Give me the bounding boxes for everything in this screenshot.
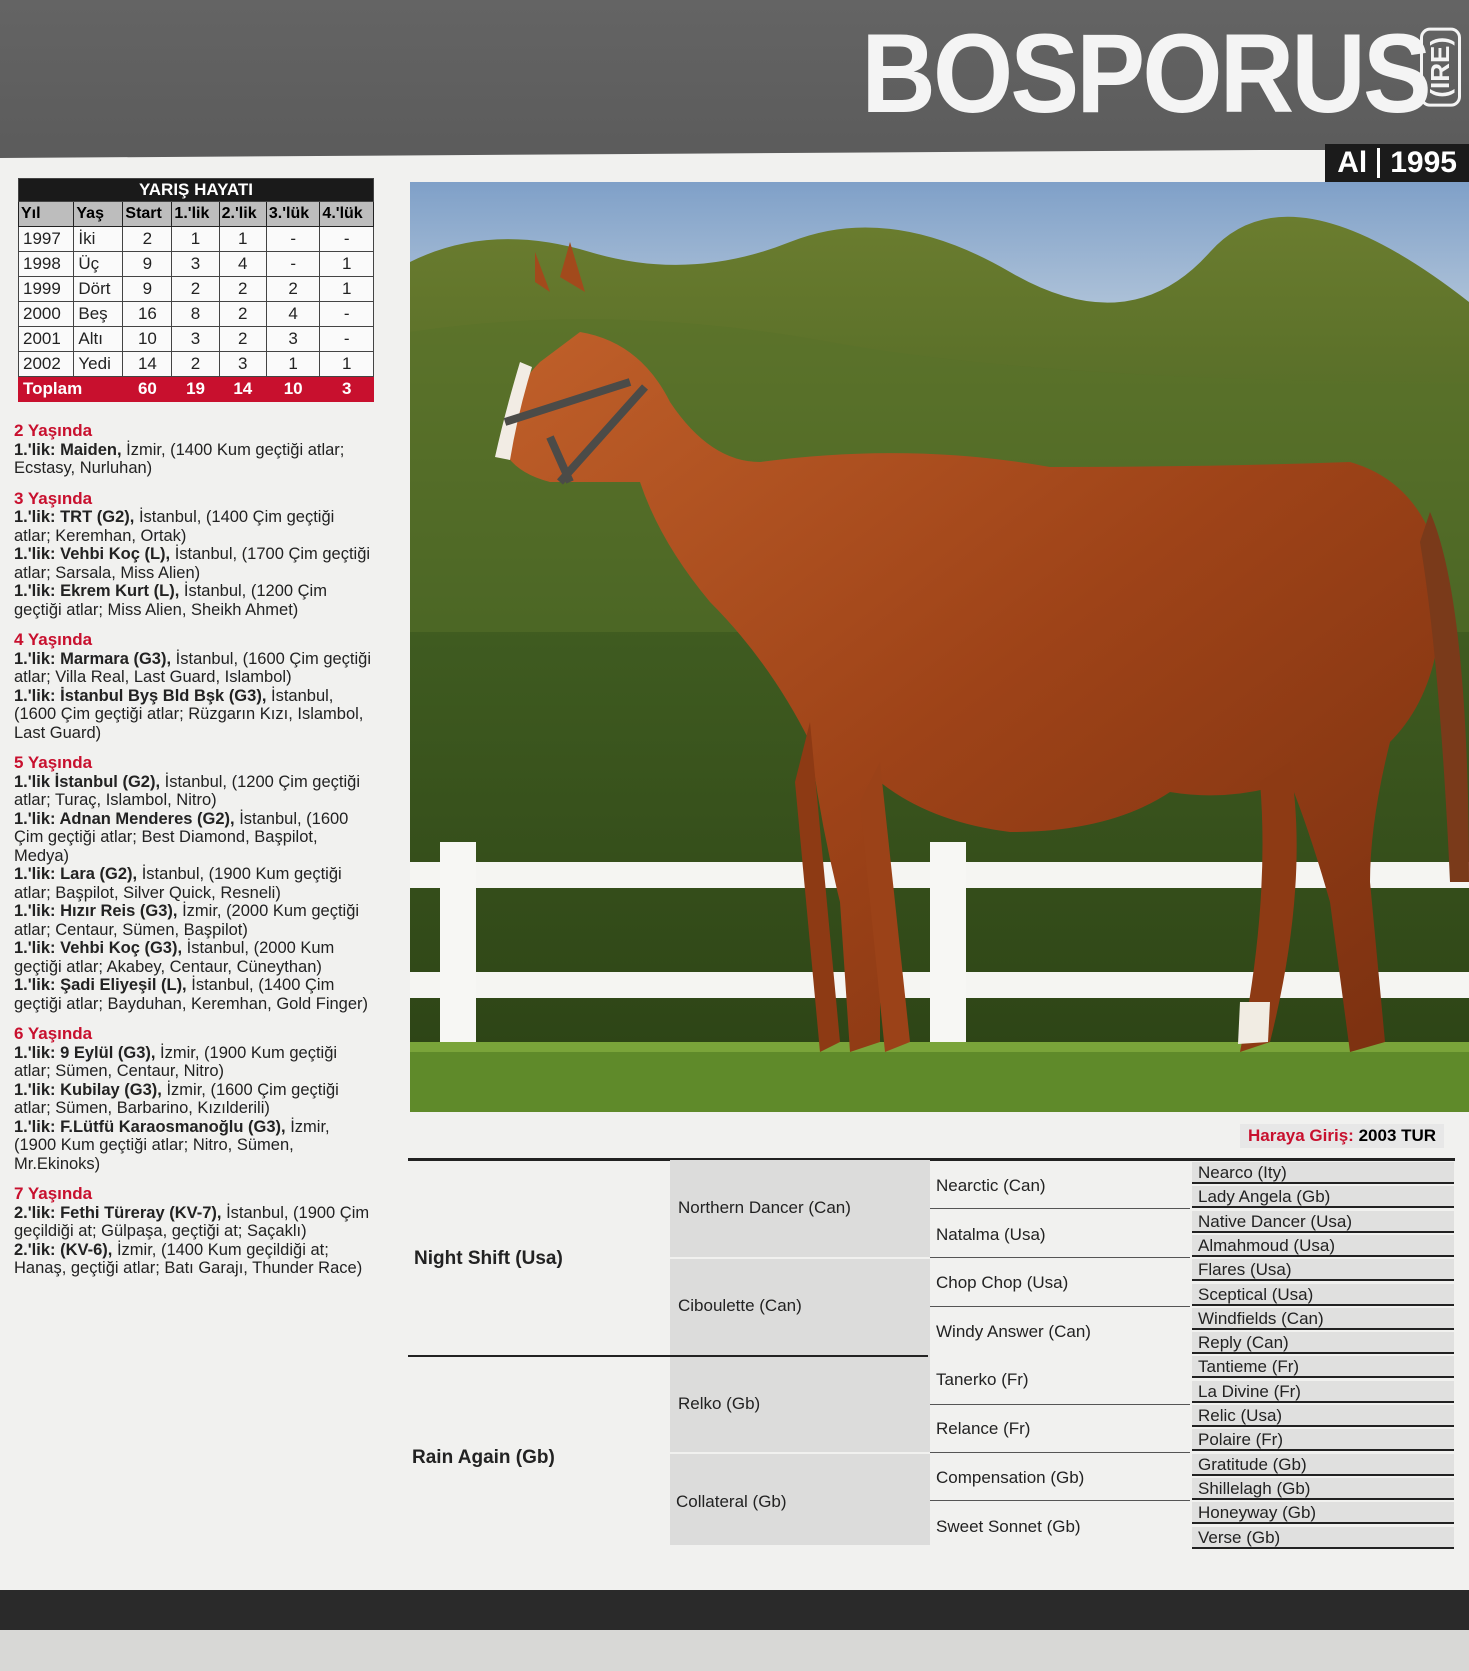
- horse-name-title: BOSPORUS: [861, 11, 1429, 136]
- race-table-cell: 1997: [19, 227, 74, 252]
- pedigree-gen4: Flares (Usa): [1192, 1259, 1454, 1281]
- race-table-cell: 9: [123, 277, 172, 302]
- race-table-cell: 2: [219, 327, 266, 352]
- race-table-cell: 1998: [19, 252, 74, 277]
- pedigree-gen4: Honeyway (Gb): [1192, 1502, 1454, 1524]
- race-table-row: [19, 277, 374, 302]
- race-table-cell: 2: [266, 277, 320, 302]
- col-header: 1.'lik: [172, 202, 219, 227]
- history-entry-detail: İzmir, (1400 Kum geçildiği at; Hanaş, geçtiği atlar; Batı Garajı, Thunder Race): [14, 1240, 363, 1277]
- pedigree-gen2: Ciboulette (Can): [678, 1296, 802, 1315]
- race-table-cell: 1: [266, 352, 320, 377]
- history-entry: [14, 976, 374, 1013]
- pedigree-gen3: Nearctic (Can): [936, 1176, 1046, 1195]
- race-table-cell: Beş: [74, 302, 123, 327]
- race-table-row: [19, 302, 374, 327]
- gen3-rule: [930, 1500, 1190, 1501]
- race-table-cell: 16: [123, 302, 172, 327]
- history-entry-race: 2.'lik: Fethi Türeray (KV-7),: [14, 1203, 222, 1222]
- race-table-cell: -: [320, 227, 374, 252]
- pedigree-gen4: Polaire (Fr): [1192, 1429, 1454, 1451]
- pedigree-gen4: Native Dancer (Usa): [1192, 1211, 1454, 1233]
- race-table-cell: 3: [266, 327, 320, 352]
- race-table-total-row: [19, 377, 374, 402]
- race-table-cell: 1: [219, 227, 266, 252]
- race-table-cell: 10: [123, 327, 172, 352]
- history-entry-detail: İstanbul, (1900 Kum geçtiği atlar; Başpilot, Silver Quick, Resneli): [14, 865, 342, 902]
- pedigree-gen3: Windy Answer (Can): [936, 1322, 1091, 1341]
- pedigree-gen3: Natalma (Usa): [936, 1225, 1046, 1244]
- history-entry-race: 1.'lik: 9 Eylül (G3),: [14, 1043, 156, 1062]
- pedigree-gen4: Verse (Gb): [1192, 1527, 1454, 1549]
- race-table-cell: 4: [219, 252, 266, 277]
- history-entry-race: 1.'lik: İstanbul Byş Bld Bşk (G3),: [14, 686, 267, 705]
- history-entry-detail: İstanbul, (1600 Çim geçtiği atlar; Best Diamond, Başpilot, Medya): [14, 809, 349, 865]
- pedigree-gen3: Sweet Sonnet (Gb): [936, 1517, 1081, 1536]
- history-entry: [14, 1118, 374, 1174]
- total-cell: 10: [266, 377, 320, 402]
- bottom-band: [0, 1590, 1469, 1630]
- history-entry-detail: İstanbul, (1600 Çim geçtiği atlar; Villa Real, Last Guard, Islambol): [14, 649, 372, 686]
- total-cell: 19: [172, 377, 219, 402]
- history-entry: [14, 508, 374, 545]
- pedigree-gen2: Northern Dancer (Can): [678, 1198, 851, 1217]
- history-entry-race: 1.'lik: Marmara (G3),: [14, 649, 172, 668]
- history-entry-race: 1.'lik: Hızır Reis (G3),: [14, 902, 178, 920]
- history-year-label: 6 Yaşında: [14, 1024, 93, 1043]
- history-entry-detail: İzmir, (1900 Kum geçtiği atlar; Nitro, Sümen, Mr.Ekinoks): [14, 1117, 330, 1173]
- race-table-cell: 1: [172, 227, 219, 252]
- history-entry: [14, 1241, 374, 1278]
- history-entry-detail: İstanbul, (2000 Kum geçtiği atlar; Akabey, Centaur, Cüneythan): [14, 939, 335, 976]
- total-cell: 3: [320, 377, 374, 402]
- history-entry-race: 1.'lik: Kubilay (G3),: [14, 1080, 162, 1099]
- total-label: Toplam: [19, 377, 123, 402]
- race-table-cell: -: [266, 252, 320, 277]
- origin-suffix: (IRE): [1420, 28, 1461, 107]
- history-entry-race: 1.'lik: F.Lütfü Karaosmanoğlu (G3),: [14, 1117, 286, 1136]
- pedigree-mid-rule: [408, 1355, 928, 1357]
- pedigree-dam: Rain Again (Gb): [412, 1447, 555, 1468]
- birth-year: 1995: [1390, 146, 1457, 179]
- stud-entry-caption: Haraya Giriş:: [1248, 1126, 1354, 1145]
- race-table-cell: Dört: [74, 277, 123, 302]
- pedigree-gen3: Compensation (Gb): [936, 1468, 1085, 1487]
- history-year-label: 4 Yaşında: [14, 630, 93, 649]
- pedigree-divider: [670, 1257, 930, 1259]
- history-entry: [14, 810, 374, 866]
- pedigree-top-rule: [408, 1158, 1455, 1161]
- gen3-rule: [930, 1257, 1190, 1258]
- history-entry-detail: İstanbul, (1200 Çim geçtiği atlar; Turaç, Islambol, Nitro): [14, 772, 360, 809]
- pedigree-gen3: Relance (Fr): [936, 1419, 1031, 1438]
- race-table-cell: 3: [172, 327, 219, 352]
- badge-separator: [1377, 148, 1380, 178]
- race-table-cell: 9: [123, 252, 172, 277]
- history-entry-detail: İzmir, (1400 Kum geçtiği atlar; Ecstasy, Nurluhan): [14, 440, 345, 477]
- race-table-cell: 2002: [19, 352, 74, 377]
- race-record-table: [18, 178, 374, 402]
- race-table-cell: 1: [320, 277, 374, 302]
- race-table-row: [19, 252, 374, 277]
- history-entry-detail: İstanbul, (1400 Çim geçtiği atlar; Keremhan, Ortak): [14, 508, 335, 545]
- pedigree-gen4: Lady Angela (Gb): [1192, 1186, 1454, 1208]
- gen3-rule: [930, 1404, 1190, 1405]
- history-year-label: 5 Yaşında: [14, 753, 93, 772]
- race-table-cell: -: [320, 302, 374, 327]
- pedigree-gen3: Chop Chop (Usa): [936, 1273, 1069, 1292]
- race-table-cell: 1999: [19, 277, 74, 302]
- gen3-rule: [930, 1306, 1190, 1307]
- history-entry-detail: İstanbul, (1200 Çim geçtiği atlar; Miss Alien, Sheikh Ahmet): [14, 582, 327, 619]
- pedigree-gen4: Sceptical (Usa): [1192, 1284, 1454, 1306]
- pedigree-gen2: Relko (Gb): [678, 1394, 761, 1413]
- history-entry: [14, 902, 374, 939]
- race-table-cell: -: [320, 327, 374, 352]
- stud-entry-label: [1240, 1124, 1444, 1148]
- race-table-cell: 2: [219, 277, 266, 302]
- col-header: 4.'lük: [320, 202, 374, 227]
- col-header: Start: [123, 202, 172, 227]
- col-header: Yaş: [74, 202, 123, 227]
- race-history: [14, 422, 374, 1278]
- history-entry: [14, 1044, 374, 1081]
- gen3-rule: [930, 1452, 1190, 1453]
- history-entry: [14, 1204, 374, 1241]
- pedigree-gen4: Tantieme (Fr): [1192, 1356, 1454, 1378]
- race-table-cell: 3: [172, 252, 219, 277]
- race-table-header: [19, 202, 374, 227]
- coat-color: Al: [1337, 146, 1368, 179]
- history-entry-detail: İstanbul, (1700 Çim geçtiği atlar; Sarsala, Miss Alien): [14, 545, 371, 582]
- history-entry-detail: İzmir, (2000 Kum geçtiği atlar; Centaur, Sümen, Başpilot): [14, 902, 360, 939]
- history-entry-race: 1.'lik: Ekrem Kurt (L),: [14, 582, 180, 600]
- pedigree-divider: [670, 1452, 930, 1454]
- race-table-cell: 2: [172, 277, 219, 302]
- race-table-cell: Altı: [74, 327, 123, 352]
- race-table-cell: 14: [123, 352, 172, 377]
- history-entry: [14, 865, 374, 902]
- race-table-row: [19, 327, 374, 352]
- history-entry-race: 1.'lik: Lara (G2),: [14, 865, 138, 883]
- history-entry: [14, 441, 374, 478]
- history-entry: [14, 687, 374, 743]
- history-entry-race: 1.'lik İstanbul (G2),: [14, 772, 161, 791]
- history-year-label: 7 Yaşında: [14, 1184, 93, 1203]
- history-entry: [14, 1081, 374, 1118]
- stud-entry-value: 2003 TUR: [1358, 1126, 1437, 1145]
- pedigree-gen4: Reply (Can): [1192, 1332, 1454, 1354]
- history-entry-race: 1.'lik: Vehbi Koç (G3),: [14, 939, 183, 957]
- pedigree-gen3: Tanerko (Fr): [936, 1370, 1029, 1389]
- pedigree-gen4: Relic (Usa): [1192, 1405, 1454, 1427]
- history-entry-detail: İzmir, (1600 Çim geçtiği atlar; Sümen, Barbarino, Kızılderili): [14, 1080, 339, 1117]
- race-table-cell: 2: [123, 227, 172, 252]
- history-entry-detail: İstanbul, (1400 Çim geçtiği atlar; Bayduhan, Keremhan, Gold Finger): [14, 976, 369, 1013]
- race-table-cell: -: [266, 227, 320, 252]
- bottom-edge: [0, 1630, 1469, 1671]
- race-table-cell: 2001: [19, 327, 74, 352]
- race-table-cell: 3: [219, 352, 266, 377]
- color-year-badge: [1325, 144, 1469, 182]
- history-entry: [14, 545, 374, 582]
- race-table-row: [19, 352, 374, 377]
- history-entry: [14, 773, 374, 810]
- race-table-cell: İki: [74, 227, 123, 252]
- race-table-cell: 1: [320, 252, 374, 277]
- history-year-label: 2 Yaşında: [14, 421, 93, 440]
- col-header: Yıl: [19, 202, 74, 227]
- pedigree-gen4: Nearco (Ity): [1192, 1162, 1454, 1184]
- history-entry: [14, 939, 374, 976]
- race-table-cell: Üç: [74, 252, 123, 277]
- history-entry: [14, 650, 374, 687]
- gen3-rule: [930, 1208, 1190, 1209]
- history-entry-race: 1.'lik: Şadi Eliyeşil (L),: [14, 976, 187, 994]
- total-cell: 14: [219, 377, 266, 402]
- race-table-cell: 1: [320, 352, 374, 377]
- history-entry: [14, 582, 374, 619]
- pedigree-gen4: Almahmoud (Usa): [1192, 1235, 1454, 1257]
- col-header: 2.'lik: [219, 202, 266, 227]
- pedigree-gen4: Windfields (Can): [1192, 1308, 1454, 1330]
- history-entry-race: 1.'lik: Maiden,: [14, 440, 122, 459]
- pedigree-gen4: La Divine (Fr): [1192, 1381, 1454, 1403]
- history-entry-race: 1.'lik: Adnan Menderes (G2),: [14, 809, 235, 828]
- history-entry-detail: İstanbul, (1900 Çim geçildiği at; Gülpaşa, geçtiği at; Saçaklı): [14, 1203, 370, 1240]
- pedigree-sire: Night Shift (Usa): [414, 1248, 563, 1269]
- horse-photo: [410, 182, 1469, 1112]
- history-entry-race: 2.'lik: (KV-6),: [14, 1240, 113, 1259]
- pedigree-gen4: Gratitude (Gb): [1192, 1454, 1454, 1476]
- race-table-cell: 2: [219, 302, 266, 327]
- race-table-cell: 4: [266, 302, 320, 327]
- history-entry-detail: İzmir, (1900 Kum geçtiği atlar; Sümen, Centaur, Nitro): [14, 1043, 338, 1080]
- history-entry-race: 1.'lik: Vehbi Koç (L),: [14, 545, 171, 563]
- race-table-cell: 8: [172, 302, 219, 327]
- race-table-cell: 2000: [19, 302, 74, 327]
- col-header: 3.'lük: [266, 202, 320, 227]
- history-entry-race: 1.'lik: TRT (G2),: [14, 508, 135, 526]
- total-cell: 60: [123, 377, 172, 402]
- history-entry-detail: İstanbul, (1600 Çim geçtiği atlar; Rüzgarın Kızı, Islambol, Last Guard): [14, 686, 364, 742]
- race-table-cell: 2: [172, 352, 219, 377]
- history-year-label: 3 Yaşında: [14, 488, 93, 508]
- pedigree-gen2: Collateral (Gb): [676, 1492, 787, 1511]
- race-table-caption: YARIŞ HAYATI: [19, 179, 374, 202]
- race-table-row: [19, 227, 374, 252]
- pedigree-gen4: Shillelagh (Gb): [1192, 1478, 1454, 1500]
- race-table-cell: Yedi: [74, 352, 123, 377]
